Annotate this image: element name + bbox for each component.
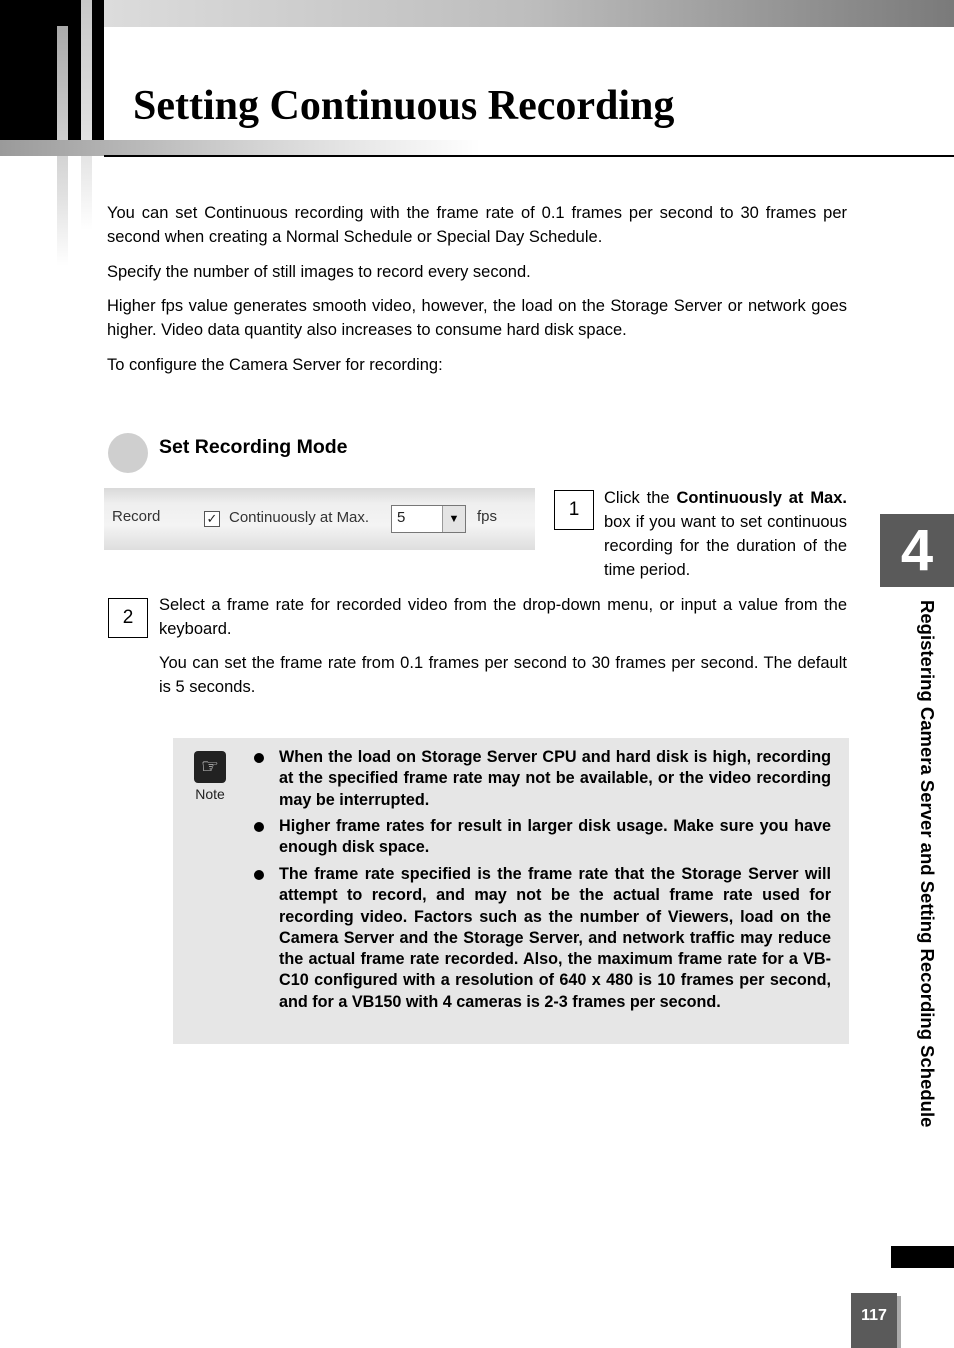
bullet-icon [254,822,264,832]
note-item: When the load on Storage Server CPU and hard disk is high, recording at the specified frame rate may not be available, or the video recording may be interrupted. [279,748,831,809]
fps-value: 5 [397,509,406,526]
step-text: Select a frame rate for recorded video from the drop-down menu, or input a value from the keyboard. [159,596,847,638]
step-subtext: You can set the frame rate from 0.1 frames per second to 30 frames per second. The default is 5 seconds. [159,654,847,696]
note-item: Higher frame rates for result in larger disk usage. Make sure you have enough disk space. [279,817,831,857]
pointing-hand-icon: ☞ [194,751,226,783]
header-bottom-gradient [0,140,480,156]
page-title: Setting Continuous Recording [133,83,675,129]
chapter-number-tab: 4 [880,514,954,587]
intro-paragraph: You can set Continuous recording with the frame rate of 0.1 frames per second to 30 frames per second when creating a Normal Schedule or Special Day Schedule. [107,204,847,246]
continuously-label: Continuously at Max. [229,509,370,526]
bullet-icon [254,753,264,763]
chevron-down-icon[interactable]: ▼ [442,506,465,532]
intro-paragraph: Specify the number of still images to record every second. [107,263,531,281]
note-box [173,738,849,1044]
record-settings-screenshot [104,488,535,550]
continuously-checkbox[interactable]: ✓ [204,511,220,527]
side-marker-bar [891,1246,954,1268]
section-bullet-icon [108,433,148,473]
note-label: Note [195,786,225,802]
step-number: 1 [554,490,594,530]
fps-dropdown[interactable] [391,505,466,533]
header-rule [104,155,954,157]
chapter-title-vertical: Registering Camera Server and Setting Recording Schedule [917,600,938,1128]
intro-paragraph: To configure the Camera Server for recording: [107,356,443,374]
record-label: Record [112,508,161,525]
step-text-part: box if you want to set continuous recording for the duration of the time period. [604,513,847,579]
step-number: 2 [108,598,148,638]
step-text [604,486,847,582]
header-top-bar [104,0,954,27]
step-text-part: Click the [604,489,677,507]
bullet-icon [254,870,264,880]
note-item: The frame rate specified is the frame rate that the Storage Server will attempt to record, and may not be the actual frame rate used for recording video. Factors such as the number of Viewers, load on the Camera Server and the Storage Server, and network traffic may reduce the actual frame rate recorded. Also, the maximum frame rate for a VB-C10 configured with a resolution of 640 x 480 is 10 frames per second, and for a VB150 with 4 cameras is 2-3 frames per second. [279,865,831,1011]
page-number: 117 [851,1293,897,1348]
fps-unit-label: fps [477,508,498,525]
section-title: Set Recording Mode [159,436,348,458]
intro-paragraph: Higher fps value generates smooth video, however, the load on the Storage Server or network goes higher. Video data quantity also increases to consume hard disk space. [107,297,847,339]
step-bold-term: Continuously at Max. [676,489,847,507]
header-decor-strip [81,0,92,230]
